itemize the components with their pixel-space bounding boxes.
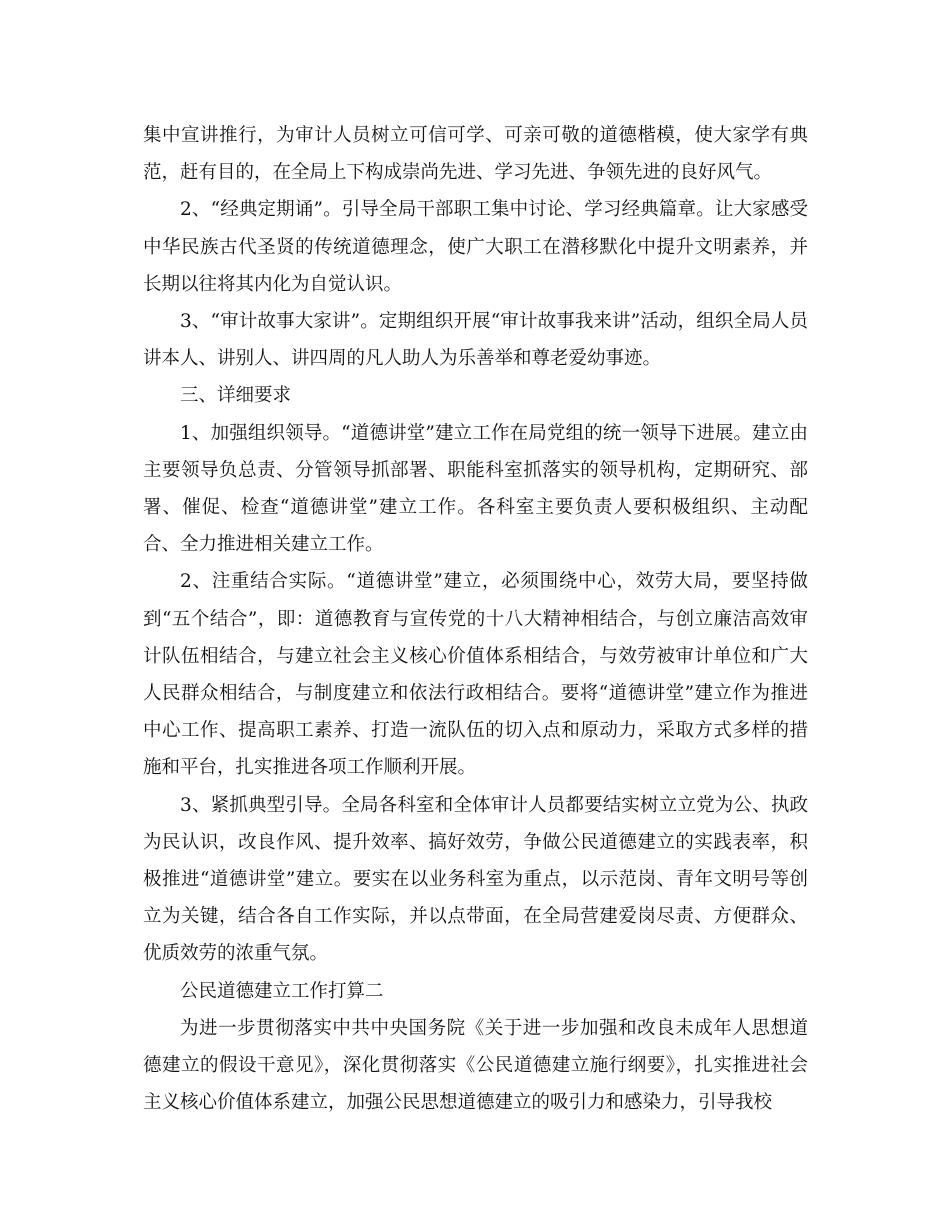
section-title-plan-two: 公民道德建立工作打算二 xyxy=(180,980,384,1002)
section-heading-requirements: 三、详细要求 xyxy=(180,385,292,407)
document-body xyxy=(143,117,808,1121)
paragraph-classics-recitation: 2、“经典定期诵”。引导全局干部职工集中讨论、学习经典篇章。让大家感受中华民族古代圣贤的传统道德理念，使广大职工在潜移默化中提升文明素养，并长期以往将其内化为自觉认识。 xyxy=(143,199,808,295)
paragraph-typical-guidance: 3、紧抓典型引导。全局各科室和全体审计人员都要结实树立立党为公、执政为民认识，改良作风、提升效率、搞好效劳，争做公民道德建立的实践表率，积极推进“道德讲堂”建立。要实在以业务科室为重点，以示范岗、青年文明号等创立为关键，结合各自工作实际，并以点带面，在全局营建爱岗尽责、方便群众、优质效劳的浓重气氛。 xyxy=(143,794,808,965)
paragraph-organizational-leadership: 1、加强组织领导。“道德讲堂”建立工作在局党组的统一领导下进展。建立由主要领导负总责、分管领导抓部署、职能科室抓落实的领导机构，定期研究、部署、催促、检查“道德讲堂”建立工作。各科室主要负责人要积极组织、主动配合、全力推进相关建立工作。 xyxy=(143,422,808,556)
paragraph-practical-integration: 2、注重结合实际。“道德讲堂”建立，必须围绕中心，效劳大局，要坚持做到“五个结合”，即：道德教育与宣传党的十八大精神相结合，与创立廉洁高效审计队伍相结合，与建立社会主义核心价值体系相结合，与效劳被审计单位和广大人民群众相结合，与制度建立和依法行政相结合。要将“道德讲堂”建立作为推进中心工作、提高职工素养、打造一流队伍的切入点和原动力，采取方式多样的措施和平台，扎实推进各项工作顺利开展。 xyxy=(143,571,808,779)
paragraph-plan-two-intro: 为进一步贯彻落实中共中央国务院《关于进一步加强和改良未成年人思想道德建立的假设干意见》，深化贯彻落实《公民道德建立施行纲要》，扎实推进社会主义核心价值体系建立，加强公民思想道德建立的吸引力和感染力，引导我校 xyxy=(143,1017,808,1114)
paragraph-audit-stories: 3、“审计故事大家讲”。定期组织开展“审计故事我来讲”活动，组织全局人员讲本人、讲别人、讲四周的凡人助人为乐善举和尊老爱幼事迹。 xyxy=(143,311,808,370)
paragraph-continuation: 集中宣讲推行，为审计人员树立可信可学、可亲可敬的道德楷模，使大家学有典范，赶有目的，在全局上下构成崇尚先进、学习先进、争领先进的良好风气。 xyxy=(143,125,808,184)
